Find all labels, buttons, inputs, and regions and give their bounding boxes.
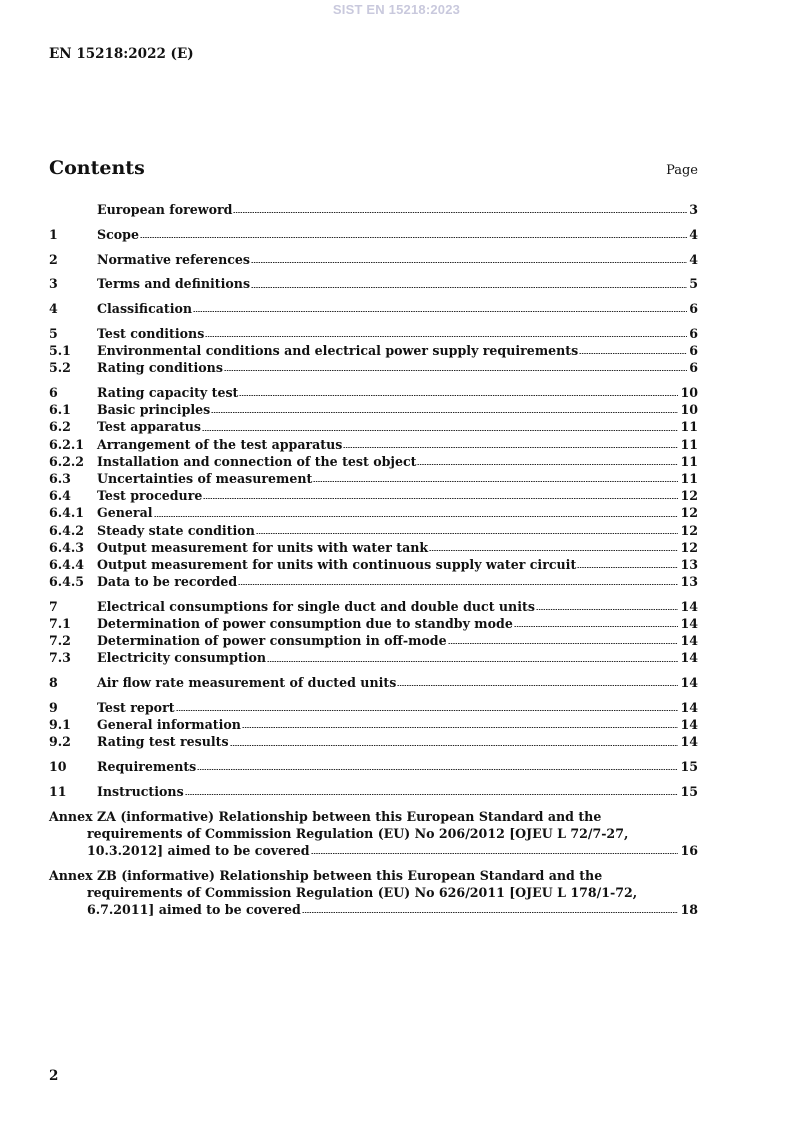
toc-entry[interactable] (49, 418, 698, 435)
toc-entry-title: Classification (97, 301, 193, 317)
toc-entry-title: European foreword (97, 201, 233, 217)
toc-entry-title: Instructions (97, 783, 184, 799)
toc-entry-page: 6 (689, 360, 698, 376)
dot-leader (397, 684, 678, 687)
toc-entry[interactable] (49, 201, 698, 218)
toc-entry-number: 2 (49, 251, 58, 267)
dot-leader (185, 793, 679, 796)
annex-title-line: Annex ZB (informative) Relationship between this European Standard and the (49, 867, 603, 883)
page-number: 2 (49, 1068, 59, 1084)
toc-entry-number: 6.1 (49, 402, 71, 418)
toc-entry-page: 13 (680, 574, 698, 590)
toc-entry-number: 5 (49, 325, 58, 341)
toc-entry-number: 9.2 (49, 734, 71, 750)
dot-leader (193, 310, 687, 313)
toc-entry[interactable] (49, 504, 698, 521)
dot-leader (577, 566, 678, 569)
toc-entry-page: 6 (689, 343, 698, 359)
toc-entry-title: Requirements (97, 759, 197, 775)
dot-leader (514, 625, 679, 628)
toc-entry[interactable] (49, 436, 698, 453)
toc-entry-number: 6.2 (49, 419, 71, 435)
dot-leader (251, 261, 687, 264)
dot-leader (205, 335, 687, 338)
toc-entry-page: 3 (689, 201, 698, 217)
toc-entry-number: 9.1 (49, 717, 71, 733)
toc-entry-page: 12 (680, 488, 698, 504)
toc-entry-page: 14 (680, 734, 698, 750)
annex-entries (49, 808, 698, 919)
toc-entry[interactable] (49, 598, 698, 615)
dot-leader (302, 911, 679, 914)
toc-entry[interactable] (49, 453, 698, 470)
dot-leader (242, 726, 679, 729)
toc-entry-number: 9 (49, 700, 58, 716)
toc-entry-number: 7.1 (49, 616, 71, 632)
dot-leader (267, 660, 678, 663)
toc-entry[interactable] (49, 251, 698, 268)
toc-entry[interactable] (49, 226, 698, 243)
toc-entry-title: Rating capacity test (97, 385, 239, 401)
toc-entries (49, 201, 698, 800)
toc-entry[interactable] (49, 783, 698, 800)
toc-entry-number: 5.1 (49, 343, 71, 359)
toc-entry-number: 6.2.1 (49, 436, 85, 452)
toc-entry[interactable] (49, 556, 698, 573)
toc-entry[interactable] (49, 733, 698, 750)
toc-entry-title: Determination of power consumption due to standby mode (97, 616, 513, 632)
annex-title-last-line (49, 842, 698, 859)
toc-entry-title: Uncertainties of measurement (97, 470, 313, 486)
dot-leader (311, 852, 679, 855)
toc-entry-number: 7.2 (49, 633, 71, 649)
toc-entry-title: Test conditions (97, 325, 205, 341)
toc-entry-number: 10 (49, 759, 67, 775)
toc-entry-page: 6 (689, 325, 698, 341)
toc-entry-title: General (97, 505, 153, 521)
toc-entry-page: 5 (689, 276, 698, 292)
toc-entry-page: 12 (680, 505, 698, 521)
toc-entry[interactable] (49, 573, 698, 590)
toc-entry[interactable] (49, 384, 698, 401)
table-of-contents (49, 201, 698, 918)
toc-entry-title: Electrical consumptions for single duct and double duct units (97, 598, 535, 614)
annex-page: 18 (680, 902, 698, 918)
toc-entry-title: Terms and definitions (97, 276, 251, 292)
toc-entry-title: Data to be recorded (97, 574, 238, 590)
annex-title-line: Annex ZA (informative) Relationship between this European Standard and the (49, 808, 602, 824)
dot-leader (197, 768, 678, 771)
toc-entry-page: 15 (680, 783, 698, 799)
toc-entry-title: General information (97, 717, 241, 733)
toc-entry-number: 6.4.5 (49, 574, 85, 590)
dot-leader (238, 583, 678, 586)
toc-entry-number: 6.4 (49, 488, 71, 504)
toc-entry[interactable] (49, 716, 698, 733)
toc-entry[interactable] (49, 342, 698, 359)
dot-leader (256, 532, 679, 535)
toc-entry-title: Output measurement for units with water tank (97, 539, 429, 555)
toc-entry-page: 14 (680, 717, 698, 733)
dot-leader (579, 352, 687, 355)
watermark: SIST EN 15218:2023 (332, 2, 461, 17)
annex-title-line: 6.7.2011] aimed to be covered (87, 902, 301, 918)
toc-entry-page: 14 (680, 598, 698, 614)
toc-entry-number: 6.2.2 (49, 453, 85, 469)
toc-entry[interactable] (49, 522, 698, 539)
toc-entry-number: 11 (49, 783, 67, 799)
toc-entry-page: 14 (680, 616, 698, 632)
toc-entry-title: Normative references (97, 251, 251, 267)
dot-leader (211, 411, 678, 414)
dot-leader (239, 394, 678, 397)
toc-entry-page: 14 (680, 675, 698, 691)
dot-leader (224, 369, 687, 372)
toc-entry-number: 6.4.1 (49, 505, 85, 521)
annex-title-last-line (49, 901, 698, 918)
dot-leader (343, 446, 678, 449)
dot-leader (140, 236, 687, 239)
toc-entry-title: Basic principles (97, 402, 211, 418)
dot-leader (313, 480, 678, 483)
toc-entry[interactable] (49, 487, 698, 504)
annex-title-line: requirements of Commission Regulation (EU) No 206/2012 [OJEU L 72/7-27, (87, 825, 629, 841)
toc-entry-title: Installation and connection of the test object (97, 453, 417, 469)
dot-leader (536, 608, 679, 611)
dot-leader (429, 549, 678, 552)
toc-entry-page: 13 (680, 556, 698, 572)
toc-entry[interactable] (49, 300, 698, 317)
toc-entry[interactable] (49, 758, 698, 775)
toc-entry-page: 11 (680, 470, 698, 486)
toc-entry-number: 6 (49, 385, 58, 401)
toc-entry-page: 10 (680, 385, 698, 401)
toc-entry[interactable] (49, 470, 698, 487)
contents-title: Contents (49, 157, 145, 179)
toc-entry-page: 11 (680, 419, 698, 435)
dot-leader (448, 642, 679, 645)
dot-leader (202, 429, 678, 432)
toc-entry-number: 6.4.3 (49, 539, 85, 555)
toc-entry-title: Output measurement for units with continuous supply water circuit (97, 556, 577, 572)
toc-entry-page: 6 (689, 301, 698, 317)
toc-entry[interactable] (49, 649, 698, 666)
toc-entry-number: 7 (49, 598, 58, 614)
annex-page: 16 (680, 843, 698, 859)
toc-entry-page: 12 (680, 539, 698, 555)
toc-entry-page: 11 (680, 453, 698, 469)
toc-entry[interactable] (49, 325, 698, 342)
toc-entry-page: 15 (680, 759, 698, 775)
toc-entry[interactable] (49, 401, 698, 418)
toc-entry-page: 12 (680, 522, 698, 538)
toc-entry[interactable] (49, 275, 698, 292)
page-column-label: Page (666, 163, 698, 178)
toc-entry-number: 5.2 (49, 360, 71, 376)
toc-entry[interactable] (49, 699, 698, 716)
dot-leader (176, 709, 679, 712)
toc-entry-title: Test apparatus (97, 419, 202, 435)
annex-title-line: requirements of Commission Regulation (EU) No 626/2011 [OJEU L 178/1-72, (87, 885, 638, 901)
dot-leader (203, 497, 678, 500)
annex-title-line: 10.3.2012] aimed to be covered (87, 843, 310, 859)
toc-entry-page: 14 (680, 700, 698, 716)
toc-entry-page: 4 (689, 251, 698, 267)
annex-entry[interactable] (49, 808, 698, 860)
toc-entry-number: 1 (49, 226, 58, 242)
toc-entry[interactable] (49, 359, 698, 376)
dot-leader (417, 463, 678, 466)
toc-entry-number: 3 (49, 276, 58, 292)
toc-entry[interactable] (49, 674, 698, 691)
annex-entry[interactable] (49, 867, 698, 919)
toc-entry-title: Rating conditions (97, 360, 223, 376)
dot-leader (154, 515, 679, 518)
toc-entry-page: 14 (680, 633, 698, 649)
toc-entry-number: 4 (49, 301, 58, 317)
toc-entry-page: 10 (680, 402, 698, 418)
toc-entry-page: 11 (680, 436, 698, 452)
toc-entry-number: 6.4.2 (49, 522, 85, 538)
toc-entry-title: Air flow rate measurement of ducted units (97, 675, 397, 691)
dot-leader (251, 286, 687, 289)
toc-entry-title: Determination of power consumption in off-mode (97, 633, 447, 649)
toc-entry-title: Arrangement of the test apparatus (97, 436, 343, 452)
toc-entry-number: 6.3 (49, 470, 71, 486)
toc-entry-page: 14 (680, 650, 698, 666)
toc-entry-title: Test report (97, 700, 175, 716)
toc-entry[interactable] (49, 539, 698, 556)
toc-entry-page: 4 (689, 226, 698, 242)
toc-entry-title: Electricity consumption (97, 650, 267, 666)
toc-entry[interactable] (49, 632, 698, 649)
toc-entry-number: 6.4.4 (49, 556, 85, 572)
toc-entry[interactable] (49, 615, 698, 632)
toc-entry-number: 7.3 (49, 650, 71, 666)
dot-leader (230, 744, 679, 747)
toc-entry-title: Scope (97, 226, 139, 242)
dot-leader (233, 211, 687, 214)
toc-entry-title: Test procedure (97, 488, 203, 504)
toc-entry-number: 8 (49, 675, 58, 691)
document-id: EN 15218:2022 (E) (49, 46, 194, 62)
toc-entry-title: Steady state condition (97, 522, 255, 538)
toc-entry-title: Rating test results (97, 734, 229, 750)
toc-entry-title: Environmental conditions and electrical power supply requirements (97, 343, 579, 359)
